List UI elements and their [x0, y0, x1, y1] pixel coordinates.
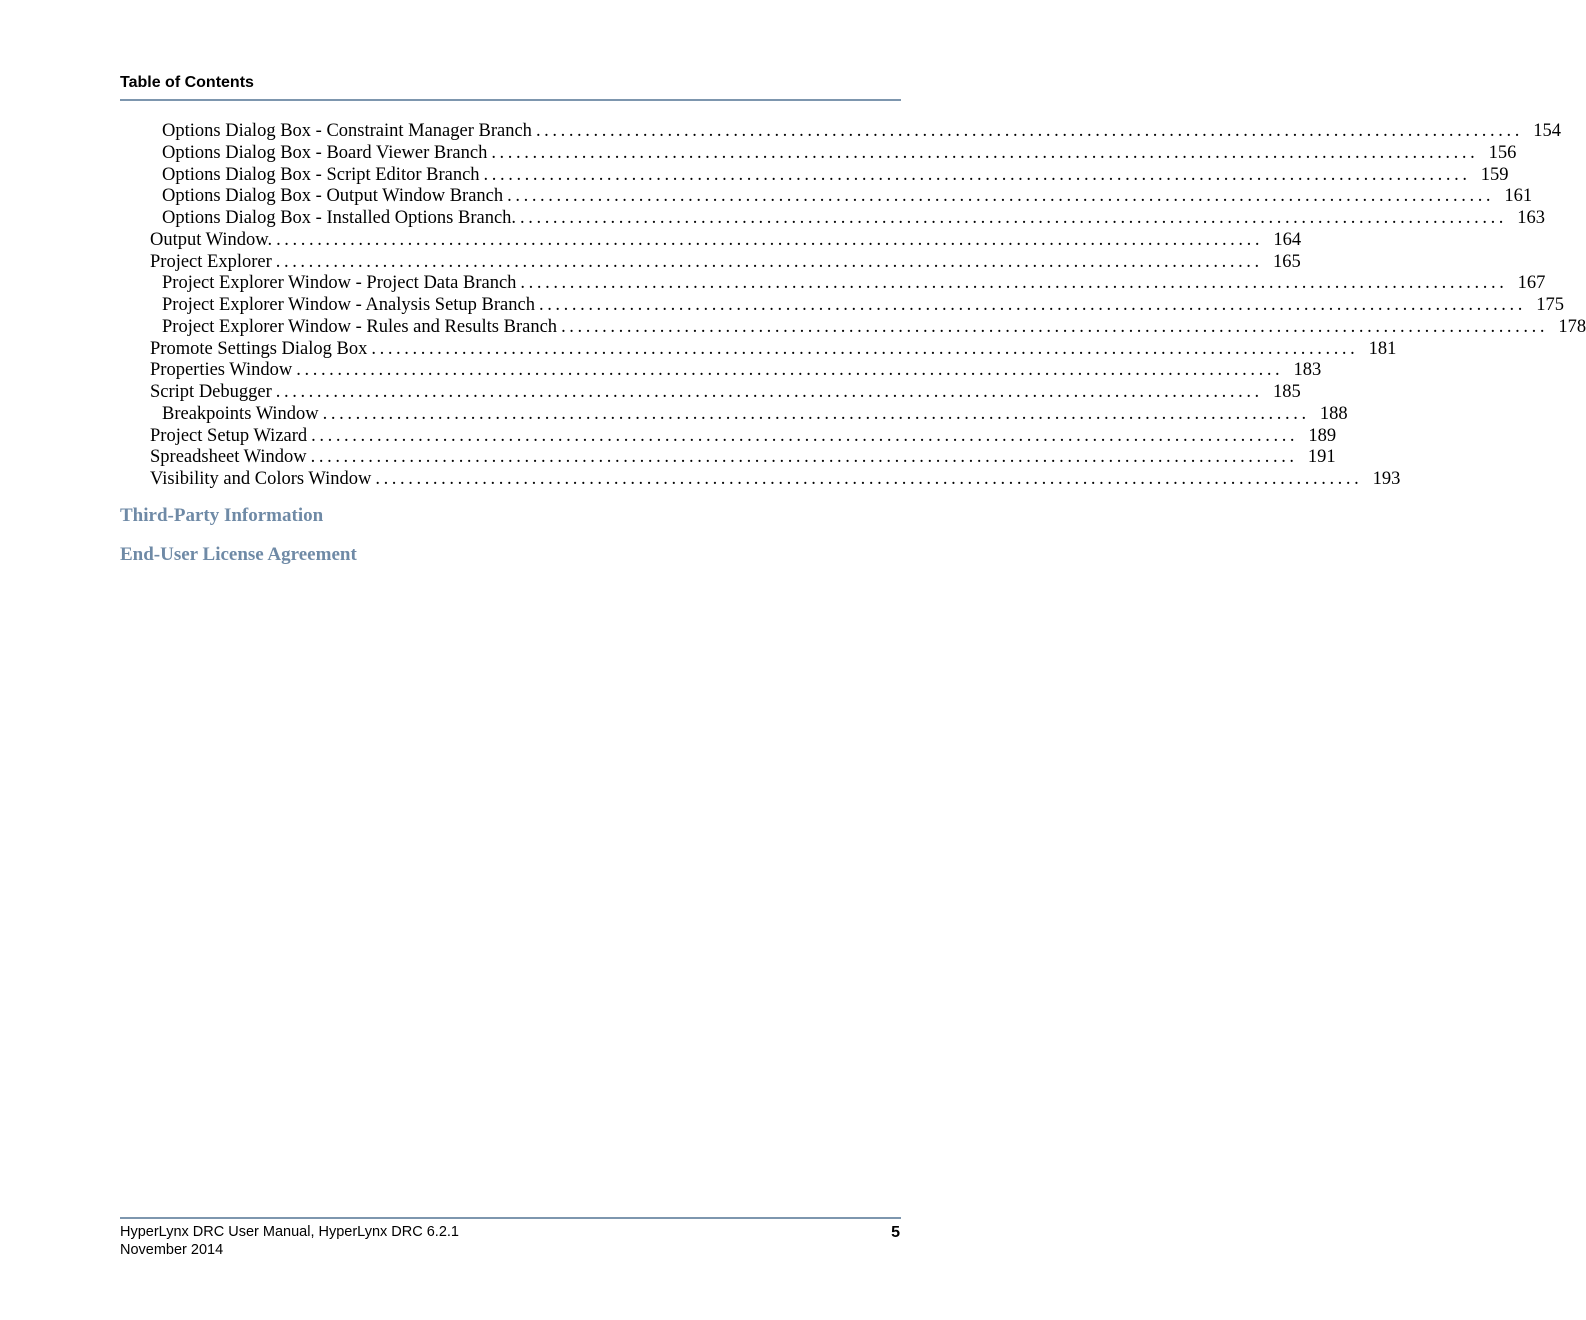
dot-leader: ........................................................................................................................ — [275, 251, 1263, 272]
toc-entry[interactable] — [120, 316, 1586, 339]
running-header: Table of Contents — [120, 74, 254, 91]
dot-leader: ........................................................................................................................ — [296, 360, 1284, 381]
toc-entry-page: 183 — [1293, 360, 1322, 381]
chapter-link-eula[interactable]: End-User License Agreement — [120, 544, 357, 565]
dot-leader: ........................................................................................................................ — [276, 229, 1264, 250]
toc-entry-title: Options Dialog Box - Constraint Manager Branch — [162, 121, 532, 141]
toc-entry-page: 156 — [1488, 142, 1517, 163]
toc-entry-title: Options Dialog Box - Installed Options Branch. — [162, 208, 517, 228]
dot-leader: ........................................................................................................................ — [311, 425, 1299, 446]
toc-entry[interactable] — [120, 208, 1546, 230]
toc-entry-title: Project Setup Wizard — [150, 425, 308, 446]
toc-entry-page: 175 — [1536, 295, 1564, 315]
toc-entry-title: Visibility and Colors Window — [150, 469, 372, 489]
toc-entry-page: 161 — [1504, 186, 1533, 207]
toc-entry[interactable] — [120, 251, 1301, 274]
dot-leader: ........................................................................................................................ — [310, 447, 1298, 468]
toc-entry[interactable] — [120, 295, 1564, 317]
toc-entry[interactable] — [120, 121, 1561, 143]
dot-leader: ........................................................................................................................ — [483, 164, 1471, 185]
toc-entry[interactable] — [120, 164, 1509, 187]
dot-leader: ........................................................................................................................ — [520, 208, 1508, 228]
toc-entry-page: 163 — [1517, 208, 1546, 228]
toc-entry-title: Options Dialog Box - Script Editor Branch — [162, 164, 480, 185]
toc-entry[interactable] — [120, 447, 1336, 469]
toc-entry-page: 193 — [1372, 469, 1401, 489]
toc-entry-page: 189 — [1308, 425, 1337, 446]
toc-entry[interactable] — [120, 425, 1337, 448]
toc-entry-title: Project Explorer Window - Analysis Setup Branch — [162, 295, 535, 315]
toc-entry[interactable] — [120, 403, 1348, 426]
toc-entry-page: 159 — [1480, 164, 1509, 185]
footer-rule — [120, 1217, 901, 1219]
dot-leader: ........................................................................................................................ — [561, 316, 1549, 337]
toc-entry-title: Promote Settings Dialog Box — [150, 338, 368, 359]
footer-info — [120, 1224, 459, 1259]
toc-entry-title: Spreadsheet Window — [150, 447, 307, 468]
dot-leader: ........................................................................................................................ — [275, 382, 1263, 402]
toc-entry-title: Script Debugger — [150, 382, 272, 402]
toc-entry-page: 154 — [1533, 121, 1561, 141]
footer-manual-title: HyperLynx DRC User Manual, HyperLynx DRC 6.2.1 — [120, 1224, 459, 1240]
dot-leader: ........................................................................................................................ — [538, 295, 1526, 315]
toc-entry-title: Project Explorer — [150, 251, 272, 272]
toc-entry-page: 188 — [1319, 403, 1348, 424]
toc-entry[interactable] — [120, 186, 1533, 208]
toc-entry-page: 191 — [1307, 447, 1336, 468]
toc-entry-page: 181 — [1368, 338, 1397, 359]
header-rule — [120, 99, 901, 101]
page-number: 5 — [891, 1224, 900, 1241]
toc-entry-page: 185 — [1273, 382, 1301, 402]
chapter-link-third-party[interactable]: Third-Party Information — [120, 505, 324, 526]
toc-entry[interactable] — [120, 338, 1397, 361]
dot-leader: ........................................................................................................................ — [322, 403, 1310, 424]
dot-leader: ........................................................................................................................ — [371, 338, 1359, 359]
toc-entry-page: 178 — [1558, 316, 1586, 337]
toc-entry[interactable] — [120, 382, 1301, 404]
dot-leader: ........................................................................................................................ — [507, 186, 1495, 207]
dot-leader: ........................................................................................................................ — [535, 121, 1523, 141]
toc-entry-title: Project Explorer Window - Project Data Branch — [162, 273, 517, 294]
toc-entry[interactable] — [120, 142, 1517, 165]
dot-leader: ........................................................................................................................ — [520, 273, 1508, 294]
toc-entry-title: Breakpoints Window — [162, 403, 319, 424]
toc-list — [120, 121, 1586, 491]
footer-date: November 2014 — [120, 1241, 224, 1258]
toc-entry[interactable] — [120, 360, 1322, 382]
dot-leader: ........................................................................................................................ — [375, 469, 1363, 489]
toc-entry-title: Properties Window — [150, 360, 293, 381]
toc-entry[interactable] — [120, 229, 1302, 252]
toc-entry-page: 167 — [1517, 273, 1546, 294]
dot-leader: ........................................................................................................................ — [491, 142, 1479, 163]
toc-entry-title: Output Window. — [150, 229, 273, 250]
toc-entry-page: 165 — [1273, 251, 1301, 272]
toc-entry-title: Options Dialog Box - Output Window Branch — [162, 186, 504, 207]
toc-entry-page: 164 — [1273, 229, 1302, 250]
toc-entry-title: Options Dialog Box - Board Viewer Branch — [162, 142, 488, 163]
toc-entry[interactable] — [120, 469, 1401, 491]
toc-entry-title: Project Explorer Window - Rules and Results Branch — [162, 316, 558, 337]
toc-entry[interactable] — [120, 273, 1546, 295]
